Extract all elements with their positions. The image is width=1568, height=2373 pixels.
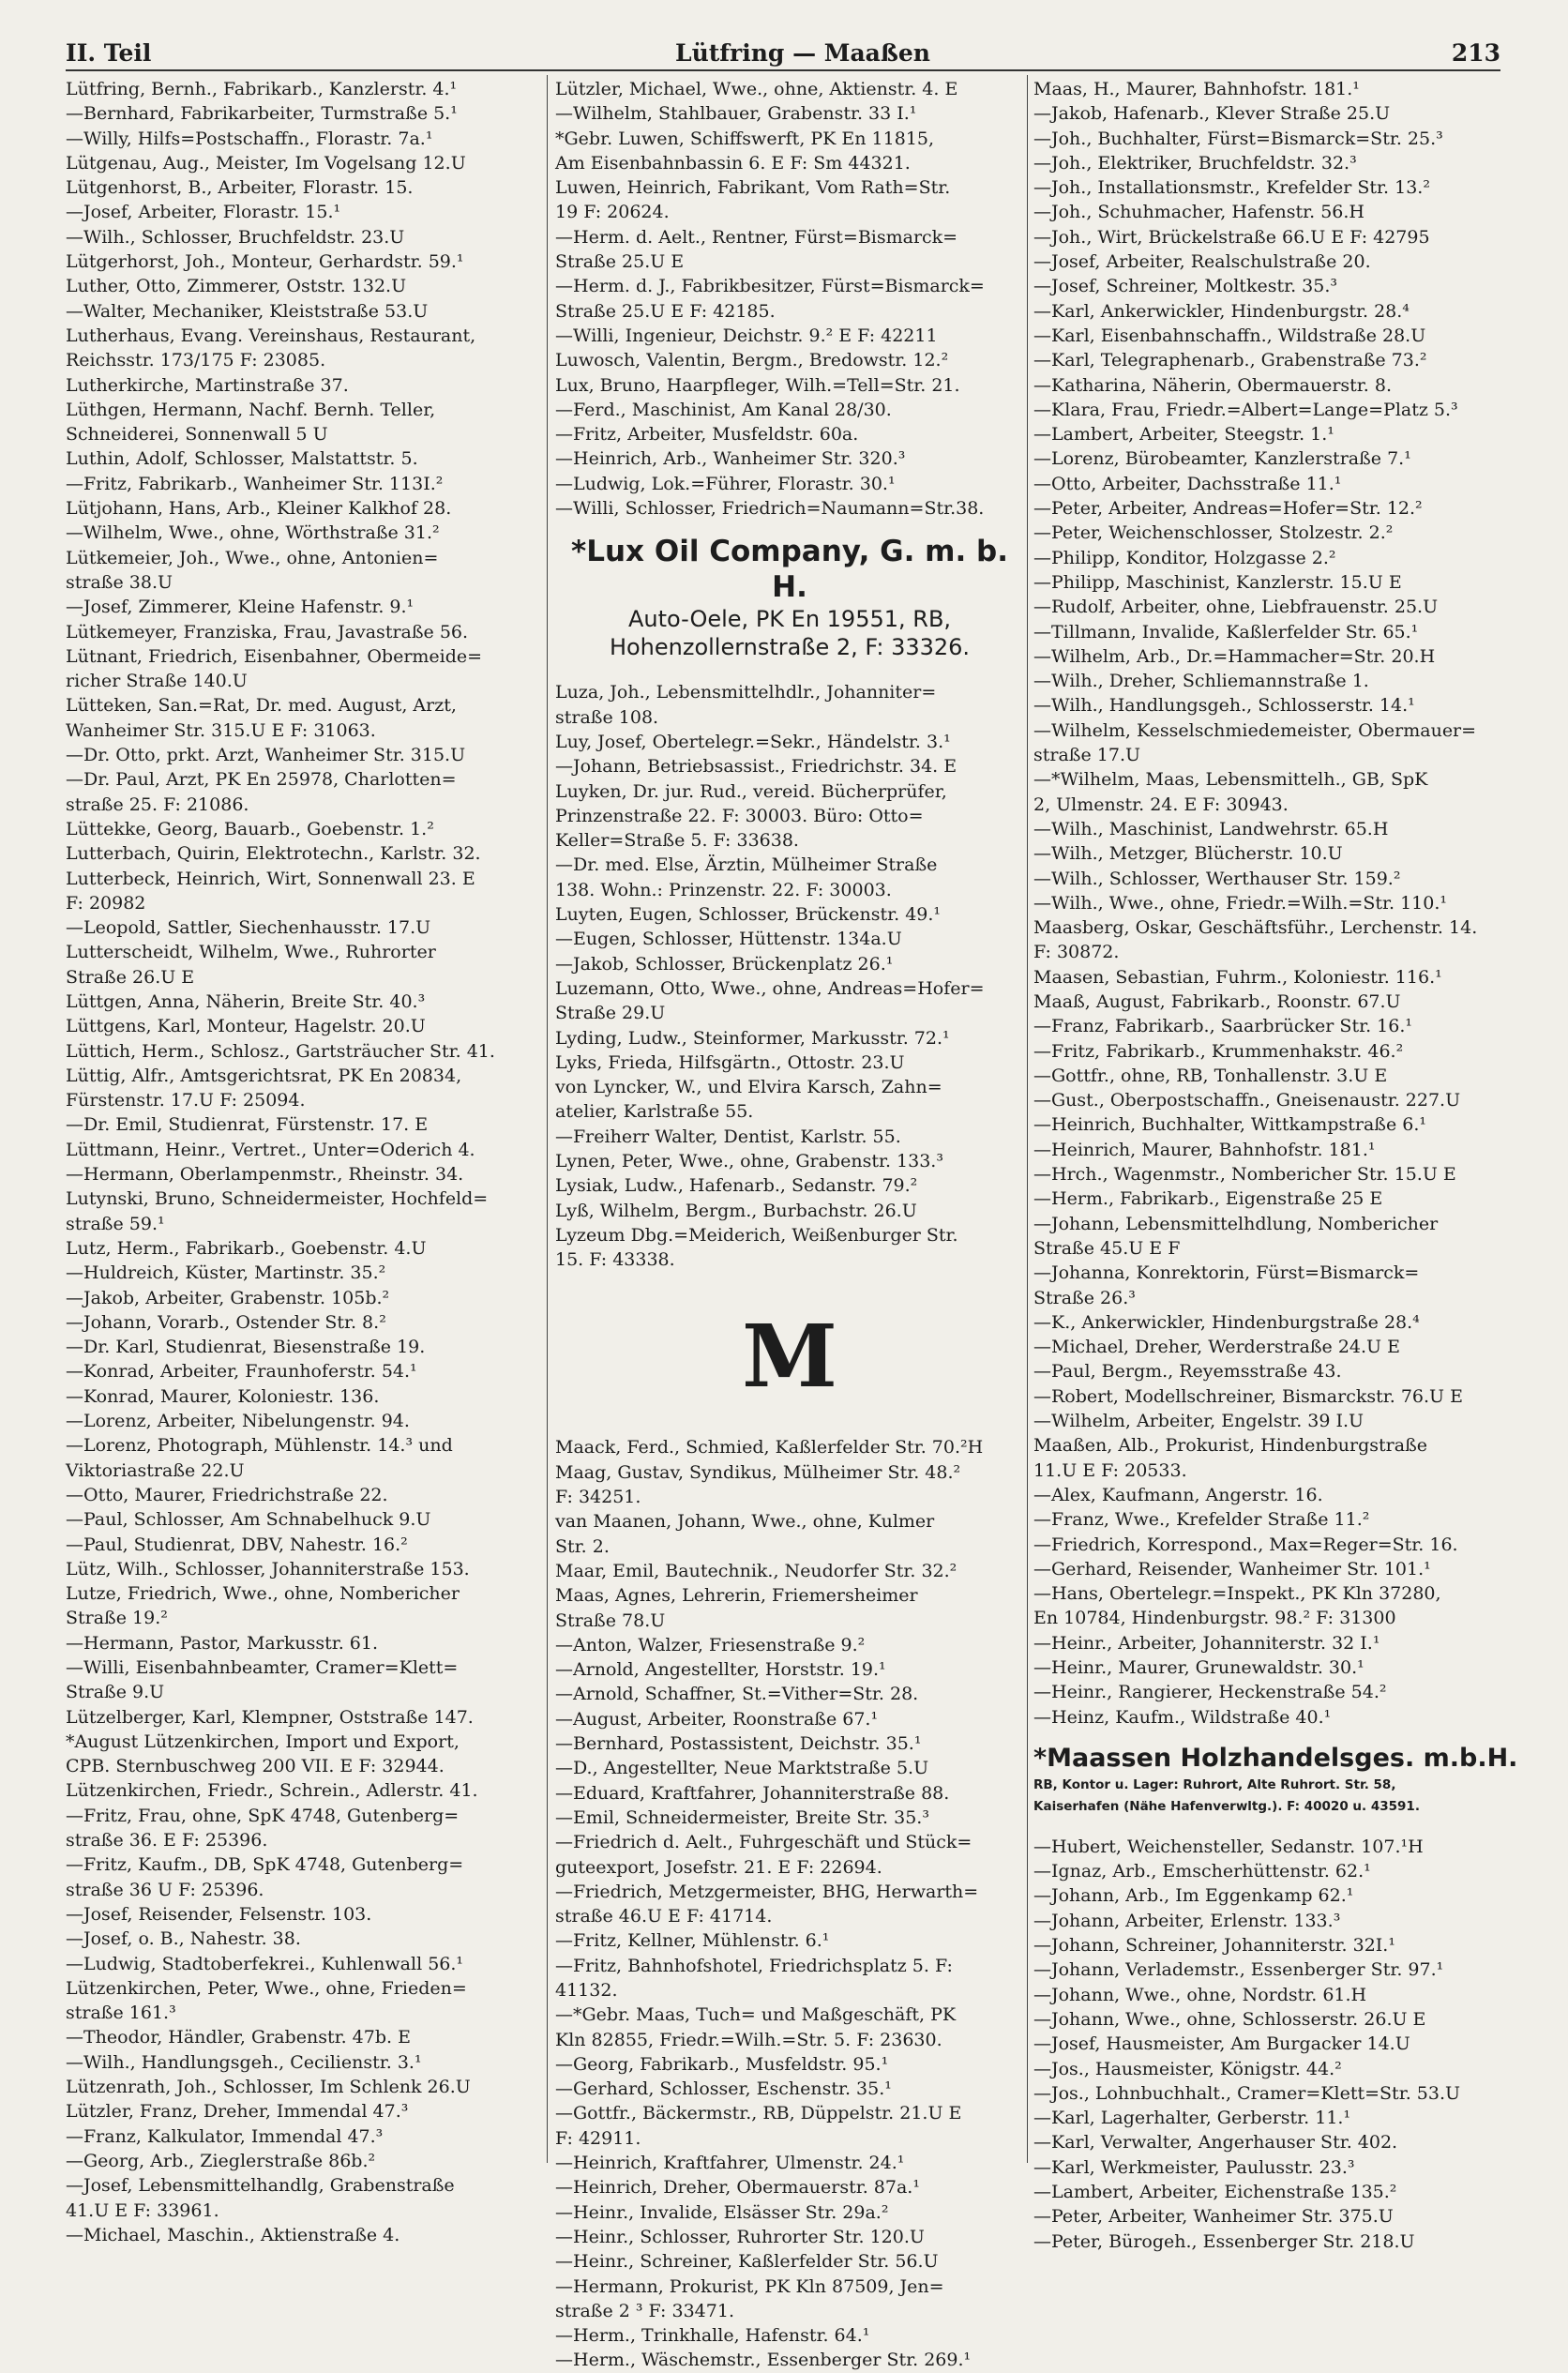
column-rule — [1027, 75, 1028, 2163]
directory-entry-line: Lyzeum Dbg.=Meiderich, Weißenburger Str. — [555, 1224, 958, 1246]
directory-entry-line: —Rudolf, Arbeiter, ohne, Liebfrauenstr. 25.U — [1033, 597, 1439, 618]
directory-entry-line: —Friedrich, Metzgermeister, BHG, Herwarth= — [555, 1881, 979, 1902]
directory-entry-line: Lützenkirchen, Friedr., Schrein., Adlerstr. 41. — [66, 1780, 478, 1802]
directory-entry-line: Lütgenhorst, B., Arbeiter, Florastr. 15. — [66, 177, 414, 199]
directory-entry-line: —Josef, o. B., Nahestr. 38. — [66, 1928, 301, 1950]
directory-entry-line: F: 20982 — [66, 892, 146, 914]
directory-entry-line: —Lambert, Arbeiter, Steegstr. 1.¹ — [1033, 424, 1334, 446]
directory-entry-line: Lutynski, Bruno, Schneidermeister, Hochfeld= — [66, 1188, 489, 1210]
column-3 — [1033, 77, 1518, 2254]
directory-entry-line: Lyks, Frieda, Hilfsgärtn., Ottostr. 23.U — [555, 1051, 905, 1073]
directory-entry-line: —Heinr., Maurer, Grunewaldstr. 30.¹ — [1033, 1657, 1364, 1678]
directory-entry-line: Maasen, Sebastian, Fuhrm., Koloniestr. 116.¹ — [1033, 966, 1442, 988]
directory-entry-line: —Gottfr., Bäckermstr., RB, Düppelstr. 21.U E — [555, 2103, 962, 2124]
advert-line: Kaiserhafen (Nähe Hafenverwltg.). F: 40020 u. 43591. — [1033, 1798, 1420, 1814]
directory-entry-line: —Heinr., Arbeiter, Johanniterstr. 32 I.¹ — [1033, 1632, 1380, 1654]
directory-entry-line: 138. Wohn.: Prinzenstr. 22. F: 30003. — [555, 879, 892, 900]
directory-entry-line: —Freiherr Walter, Dentist, Karlstr. 55. — [555, 1126, 901, 1147]
directory-entry-line: —Franz, Kalkulator, Immendal 47.³ — [66, 2125, 384, 2147]
directory-entry-line: Lütgerhorst, Joh., Monteur, Gerhardstr. 59.¹ — [66, 251, 464, 273]
directory-entry-line: straße 25. F: 21086. — [66, 794, 249, 815]
directory-entry-line: Maasberg, Oskar, Geschäftsführ., Lerchenstr. 14. — [1033, 917, 1478, 939]
directory-entry-line: —Friedrich, Korrespond., Max=Reger=Str. 16. — [1033, 1534, 1458, 1555]
directory-entry-line: Wanheimer Str. 315.U E F: 31063. — [66, 719, 376, 741]
directory-entry-line: Lutherhaus, Evang. Vereinshaus, Restaurant, — [66, 325, 476, 346]
section-initial-letter: M — [742, 1306, 837, 1408]
directory-entry-line: Lützler, Michael, Wwe., ohne, Aktienstr. 4. E — [555, 79, 958, 99]
directory-entry-line: Luwen, Heinrich, Fabrikant, Vom Rath=Str. — [555, 177, 951, 199]
directory-entry-line: straße 161.³ — [66, 2003, 176, 2024]
directory-entry-line: 11.U E F: 20533. — [1033, 1459, 1187, 1481]
page-number: 213 — [1451, 39, 1500, 67]
directory-entry-line: —Wilh., Schlosser, Werthauser Str. 159.² — [1033, 868, 1401, 889]
directory-entry-line: En 10784, Hindenburgstr. 98.² F: 31300 — [1033, 1608, 1396, 1629]
directory-entry-line: Straße 25.U E F: 42185. — [555, 300, 776, 322]
directory-entry-line: F: 34251. — [555, 1487, 641, 1508]
directory-entry-line: —Eduard, Kraftfahrer, Johanniterstraße 88. — [555, 1782, 950, 1804]
directory-entry-line: Lütfring, Bernh., Fabrikarb., Kanzlerstr. 4.¹ — [66, 79, 458, 99]
directory-entry-line: —Wilh., Handlungsgeh., Cecilienstr. 3.¹ — [66, 2051, 422, 2073]
directory-entry-line: Maaßen, Alb., Prokurist, Hindenburgstraße — [1033, 1435, 1428, 1457]
directory-entry-line: —Fritz, Bahnhofshotel, Friedrichsplatz 5. F: — [555, 1955, 953, 1976]
directory-entry-line: —Josef, Hausmeister, Am Burgacker 14.U — [1033, 2033, 1410, 2055]
directory-entry-line: —Johann, Verlademstr., Essenberger Str. 97.¹ — [1033, 1959, 1444, 1981]
directory-entry-line: —Ludwig, Stadtoberfekrei., Kuhlenwall 56.¹ — [66, 1953, 464, 1974]
directory-entry-line: —Johann, Lebensmittelhdlung, Nombericher — [1033, 1213, 1439, 1234]
directory-entry-line: —*Wilhelm, Maas, Lebensmittelh., GB, SpK — [1033, 769, 1428, 791]
directory-entry-line: Straße 78.U — [555, 1610, 666, 1631]
directory-entry-line: —Wilh., Handlungsgeh., Schlosserstr. 14.¹ — [1033, 695, 1415, 717]
directory-entry-line: Luyken, Dr. jur. Rud., vereid. Bücherprüfer, — [555, 780, 947, 802]
directory-entry-line: Lütnant, Friedrich, Eisenbahner, Obermeide= — [66, 645, 483, 667]
directory-entry-line: Lutze, Friedrich, Wwe., ohne, Nombericher — [66, 1583, 460, 1605]
directory-entry-line: —Arnold, Angestellter, Horststr. 19.¹ — [555, 1659, 886, 1681]
directory-entry-line: —Joh., Schuhmacher, Hafenstr. 56.H — [1033, 202, 1364, 223]
directory-entry-line: Lüttich, Herm., Schlosz., Gartsträucher Str. 41. — [66, 1040, 495, 1062]
directory-entry-line: —Huldreich, Küster, Martinstr. 35.² — [66, 1262, 386, 1284]
directory-entry-line: —Hrch., Wagenmstr., Nombericher Str. 15.U E — [1033, 1164, 1456, 1186]
directory-entry-line: —Robert, Modellschreiner, Bismarckstr. 76.U E — [1033, 1385, 1463, 1407]
directory-entry-line: 2, Ulmenstr. 24. E F: 30943. — [1033, 794, 1289, 815]
directory-entry-line: Luthin, Adolf, Schlosser, Malstattstr. 5. — [66, 448, 418, 470]
directory-entry-line: Lüttmann, Heinr., Vertret., Unter=Oderich 4. — [66, 1139, 475, 1160]
directory-entry-line: Lützenkirchen, Peter, Wwe., ohne, Frieden= — [66, 1977, 467, 1999]
directory-entry-line: —Herm., Trinkhalle, Hafenstr. 64.¹ — [555, 2325, 870, 2347]
directory-entry-line: —Joh., Elektriker, Bruchfeldstr. 32.³ — [1033, 152, 1357, 174]
directory-entry-line: —Joh., Installationsmstr., Krefelder Str. 13.² — [1033, 177, 1430, 199]
directory-entry-line: Luwosch, Valentin, Bergm., Bredowstr. 12.² — [555, 350, 949, 371]
directory-entry-line: —Otto, Arbeiter, Dachsstraße 11.¹ — [1033, 473, 1342, 494]
directory-entry-line: —Georg, Fabrikarb., Musfeldstr. 95.¹ — [555, 2053, 889, 2075]
directory-entry-line: Lüttgen, Anna, Näherin, Breite Str. 40.³ — [66, 990, 426, 1012]
directory-entry-line: Kln 82855, Friedr.=Wilh.=Str. 5. F: 23630. — [555, 2029, 942, 2050]
directory-entry-line: richer Straße 140.U — [66, 671, 248, 692]
column-rule — [547, 75, 548, 2163]
directory-entry-line: —Wilh., Schlosser, Bruchfeldstr. 23.U — [66, 226, 405, 248]
directory-entry-line: Viktoriastraße 22.U — [66, 1459, 245, 1481]
directory-entry-line: —Franz, Fabrikarb., Saarbrücker Str. 16.¹ — [1033, 1016, 1412, 1037]
directory-entry-line: Luy, Josef, Obertelegr.=Sekr., Händelstr. 3.¹ — [555, 731, 951, 752]
directory-entry-line: —Michael, Maschin., Aktienstraße 4. — [66, 2224, 400, 2245]
directory-entry-line: —Jakob, Schlosser, Brückenplatz 26.¹ — [555, 953, 894, 975]
directory-entry-line: —Wilh., Dreher, Schliemannstraße 1. — [1033, 671, 1369, 692]
directory-entry-line: —Ferd., Maschinist, Am Kanal 28/30. — [555, 399, 892, 420]
directory-entry-line: Straße 9.U — [66, 1682, 165, 1703]
directory-entry-line: —Fritz, Arbeiter, Musfeldstr. 60a. — [555, 424, 859, 446]
directory-entry-line: guteexport, Josefstr. 21. E F: 22694. — [555, 1856, 882, 1878]
directory-entry-line: —Peter, Arbeiter, Andreas=Hofer=Str. 12.² — [1033, 498, 1423, 520]
directory-entry-line: Lützelberger, Karl, Klempner, Oststraße 147. — [66, 1706, 474, 1728]
directory-entry-line: —Walter, Mechaniker, Kleiststraße 53.U — [66, 300, 429, 322]
column-1 — [66, 77, 539, 2247]
directory-entry-line: —Gust., Oberpostschaffn., Gneisenaustr. 227.U — [1033, 1090, 1461, 1111]
advert-line: Auto-Oele, PK En 19551, RB, — [627, 606, 952, 633]
directory-entry-line: *Gebr. Luwen, Schiffswerft, PK En 11815, — [555, 128, 935, 149]
directory-entry-line: —Fritz, Kellner, Mühlenstr. 6.¹ — [555, 1930, 830, 1952]
directory-entry-line: Maack, Ferd., Schmied, Kaßlerfelder Str. 70.²H — [555, 1437, 984, 1459]
directory-entry-line: —Peter, Arbeiter, Wanheimer Str. 375.U — [1033, 2206, 1394, 2228]
directory-entry-line: Fürstenstr. 17.U F: 25094. — [66, 1090, 306, 1111]
directory-entry-line: Straße 19.² — [66, 1608, 168, 1629]
directory-entry-line: straße 59.¹ — [66, 1213, 165, 1234]
directory-entry-line: —Konrad, Arbeiter, Fraunhoferstr. 54.¹ — [66, 1361, 417, 1383]
directory-entry-line: —Heinrich, Dreher, Obermauerstr. 87a.¹ — [555, 2177, 920, 2199]
directory-entry-line: —Johann, Schreiner, Johanniterstr. 32I.¹ — [1033, 1935, 1395, 1957]
directory-entry-line: Lyding, Ludw., Steinformer, Markusstr. 72.¹ — [555, 1027, 950, 1049]
directory-entry-line: —Katharina, Näherin, Obermauerstr. 8. — [1033, 374, 1392, 396]
directory-entry-line: —Wilh., Metzger, Blücherstr. 10.U — [1033, 843, 1343, 865]
directory-entry-line: —Josef, Reisender, Felsenstr. 103. — [66, 1903, 372, 1925]
directory-entry-line: —Wilhelm, Kesselschmiedemeister, Obermauer= — [1033, 719, 1477, 741]
directory-entry-line: —Jakob, Hafenarb., Klever Straße 25.U — [1033, 103, 1391, 125]
directory-entry-line: —Wilh., Maschinist, Landwehrstr. 65.H — [1033, 818, 1389, 839]
directory-entry-line: —Lorenz, Photograph, Mühlenstr. 14.³ und — [66, 1435, 453, 1457]
advert-title: *Maassen Holzhandelsges. m.b.H. — [1033, 1743, 1518, 1773]
directory-entry-line: Lyß, Wilhelm, Bergm., Burbachstr. 26.U — [555, 1200, 917, 1221]
directory-entry-line: CPB. Sternbuschweg 200 VII. E F: 32944. — [66, 1756, 445, 1777]
directory-entry-line: straße 38.U — [66, 571, 173, 593]
directory-entry-line: —Heinz, Kaufm., Wildstraße 40.¹ — [1033, 1706, 1332, 1728]
lux-oil-advert — [555, 534, 1024, 661]
directory-entry-line: 41132. — [555, 1980, 618, 2001]
directory-entry-line: Lutterscheidt, Wilhelm, Wwe., Ruhrorter — [66, 942, 436, 963]
advert-title: *Lux Oil Company, G. m. b. H. — [571, 535, 1008, 605]
directory-entry-line: —Hermann, Pastor, Markusstr. 61. — [66, 1632, 378, 1654]
directory-entry-line: —Gerhard, Reisender, Wanheimer Str. 101.¹ — [1033, 1558, 1431, 1579]
directory-entry-line: —Friedrich d. Aelt., Fuhrgeschäft und Stück= — [555, 1832, 972, 1853]
directory-entry-line: —Lorenz, Bürobeamter, Kanzlerstraße 7.¹ — [1033, 448, 1411, 470]
directory-entry-line: —Hermann, Prokurist, PK Kln 87509, Jen= — [555, 2275, 944, 2297]
directory-entry-line: straße 36. E F: 25396. — [66, 1830, 268, 1852]
directory-entry-line: Straße 45.U E F — [1033, 1237, 1181, 1259]
directory-entry-line: Lütteken, San.=Rat, Dr. med. August, Arzt, — [66, 695, 457, 717]
directory-entry-line: —D., Angestellter, Neue Marktstraße 5.U — [555, 1758, 929, 1779]
directory-entry-line: —Wilhelm, Arb., Dr.=Hammacher=Str. 20.H — [1033, 645, 1436, 667]
directory-entry-line: F: 42911. — [555, 2127, 641, 2149]
directory-entry-line: —Herm. d. J., Fabrikbesitzer, Fürst=Bismarck= — [555, 276, 985, 297]
directory-entry-line: —Herm., Wäschemstr., Essenberger Str. 269.¹ — [555, 2350, 972, 2371]
directory-entry-line: —Karl, Ankerwickler, Hindenburgstr. 28.⁴ — [1033, 300, 1410, 322]
directory-entry-line: —Klara, Frau, Friedr.=Albert=Lange=Platz 5.³ — [1033, 399, 1458, 420]
directory-entry-line: straße 46.U E F: 41714. — [555, 1906, 773, 1927]
directory-entry-line: Straße 25.U E — [555, 251, 685, 273]
directory-entry-line: Lutherkirche, Martinstraße 37. — [66, 374, 349, 396]
directory-entry-line: —Johann, Wwe., ohne, Schlosserstr. 26.U E — [1033, 2008, 1426, 2030]
advert-line: Hohenzollernstraße 2, F: 33326. — [609, 634, 971, 661]
directory-entry-line: Lutz, Herm., Fabrikarb., Goebenstr. 4.U — [66, 1237, 427, 1259]
directory-entry-line: —Peter, Bürogeh., Essenberger Str. 218.U — [1033, 2230, 1415, 2252]
directory-entry-line: —Gottfr., ohne, RB, Tonhallenstr. 3.U E — [1033, 1065, 1388, 1086]
directory-entry-line: —Wilh., Wwe., ohne, Friedr.=Wilh.=Str. 110.¹ — [1033, 892, 1447, 914]
directory-entry-line: —Ignaz, Arb., Emscherhüttenstr. 62.¹ — [1033, 1861, 1371, 1882]
directory-entry-line: straße 2 ³ F: 33471. — [555, 2300, 734, 2321]
directory-entry-line: —Michael, Dreher, Werderstraße 24.U E — [1033, 1337, 1400, 1358]
directory-entry-line: Maag, Gustav, Syndikus, Mülheimer Str. 48.² — [555, 1461, 961, 1483]
directory-entry-line: —Johanna, Konrektorin, Fürst=Bismarck= — [1033, 1262, 1420, 1284]
directory-entry-line: Prinzenstraße 22. F: 30003. Büro: Otto= — [555, 805, 924, 826]
directory-entry-line: Luzemann, Otto, Wwe., ohne, Andreas=Hofer= — [555, 977, 985, 999]
directory-entry-line: —Karl, Werkmeister, Paulusstr. 23.³ — [1033, 2156, 1355, 2178]
directory-entry-line: —Peter, Weichenschlosser, Stolzestr. 2.² — [1033, 522, 1394, 544]
directory-entry-line: —Paul, Schlosser, Am Schnabelhuck 9.U — [66, 1509, 431, 1531]
column-2 — [555, 77, 1024, 2373]
directory-entry-line: Lütkemeyer, Franziska, Frau, Javastraße 56. — [66, 621, 469, 642]
directory-entry-line: Luyten, Eugen, Schlosser, Brückenstr. 49.¹ — [555, 904, 942, 926]
directory-entry-line: Am Eisenbahnbassin 6. E F: Sm 44321. — [555, 152, 911, 174]
directory-entry-line: —Lambert, Arbeiter, Eichenstraße 135.² — [1033, 2182, 1397, 2203]
directory-entry-line: Lynen, Peter, Wwe., ohne, Grabenstr. 133.³ — [555, 1150, 943, 1171]
directory-entry-line: —Heinr., Invalide, Elsässer Str. 29a.² — [555, 2201, 889, 2223]
directory-entry-line: Lux, Bruno, Haarpfleger, Wilh.=Tell=Str. 21. — [555, 374, 960, 396]
directory-entry-line: —Alex, Kaufmann, Angerstr. 16. — [1033, 1484, 1323, 1505]
directory-entry-line: Lutterbeck, Heinrich, Wirt, Sonnenwall 23. E — [66, 868, 475, 889]
directory-entry-line: 15. F: 43338. — [555, 1249, 675, 1271]
name-range: Lütfring — Maaßen — [675, 39, 930, 67]
directory-entry-line: —Bernhard, Postassistent, Deichstr. 35.¹ — [555, 1733, 922, 1755]
directory-entry-line: —Theodor, Händler, Grabenstr. 47b. E — [66, 2027, 411, 2048]
directory-entry-line: Lützler, Franz, Dreher, Immendal 47.³ — [66, 2101, 409, 2123]
directory-entry-line: —Philipp, Konditor, Holzgasse 2.² — [1033, 547, 1336, 568]
directory-entry-line: —Johann, Wwe., ohne, Nordstr. 61.H — [1033, 1984, 1367, 2005]
directory-entry-line: —Wilhelm, Stahlbauer, Grabenstr. 33 I.¹ — [555, 103, 917, 125]
directory-entry-line: van Maanen, Johann, Wwe., ohne, Kulmer — [555, 1511, 935, 1533]
directory-entry-line: —Dr. Paul, Arzt, PK En 25978, Charlotten= — [66, 769, 457, 791]
directory-entry-line: Straße 29.U — [555, 1003, 666, 1024]
directory-entry-line: —Wilhelm, Wwe., ohne, Wörthstraße 31.² — [66, 522, 440, 544]
directory-entry-line: —Leopold, Sattler, Siechenhausstr. 17.U — [66, 917, 431, 939]
directory-entry-line: —Willi, Ingenieur, Deichstr. 9.² E F: 42211 — [555, 325, 938, 346]
directory-entry-line: —Otto, Maurer, Friedrichstraße 22. — [66, 1484, 388, 1505]
directory-entry-line: *August Lützenkirchen, Import und Export, — [66, 1731, 460, 1752]
directory-entry-line: —Herm. d. Aelt., Rentner, Fürst=Bismarck= — [555, 226, 958, 248]
directory-entry-line: Lüttekke, Georg, Bauarb., Goebenstr. 1.² — [66, 818, 434, 839]
directory-entry-line: —Franz, Wwe., Krefelder Straße 11.² — [1033, 1509, 1370, 1531]
directory-entry-line: —Wilhelm, Arbeiter, Engelstr. 39 I.U — [1033, 1411, 1364, 1432]
directory-entry-line: —Heinr., Schlosser, Ruhrorter Str. 120.U — [555, 2226, 925, 2247]
directory-entry-line: —Heinrich, Kraftfahrer, Ulmenstr. 24.¹ — [555, 2153, 905, 2174]
directory-entry-line: —August, Arbeiter, Roonstraße 67.¹ — [555, 1708, 879, 1730]
directory-entry-line: —Dr. Otto, prkt. Arzt, Wanheimer Str. 315.U — [66, 745, 466, 766]
directory-entry-line: —Fritz, Kaufm., DB, SpK 4748, Gutenberg= — [66, 1854, 464, 1876]
directory-entry-line: Lütjohann, Hans, Arb., Kleiner Kalkhof 28. — [66, 498, 452, 520]
directory-entry-line: atelier, Karlstraße 55. — [555, 1101, 754, 1123]
directory-entry-line: —Joh., Buchhalter, Fürst=Bismarck=Str. 25.³ — [1033, 128, 1443, 149]
directory-entry-line: Schneiderei, Sonnenwall 5 U — [66, 424, 328, 446]
directory-entry-line: Reichsstr. 173/175 F: 23085. — [66, 350, 326, 371]
directory-entry-line: —Willy, Hilfs=Postschaffn., Florastr. 7a.¹ — [66, 128, 433, 149]
directory-entry-line: —Johann, Arbeiter, Erlenstr. 133.³ — [1033, 1910, 1341, 1931]
directory-entry-line: F: 30872. — [1033, 942, 1120, 963]
directory-entry-line: Maar, Emil, Bautechnik., Neudorfer Str. 32.² — [555, 1560, 957, 1581]
directory-entry-line: —Jos., Lohnbuchhalt., Cramer=Klett=Str. 53.U — [1033, 2082, 1460, 2104]
directory-entry-line: —K., Ankerwickler, Hindenburgstraße 28.⁴ — [1033, 1311, 1420, 1333]
directory-entry-line: —Fritz, Fabrikarb., Krummenhakstr. 46.² — [1033, 1040, 1404, 1062]
directory-entry-line: —Eugen, Schlosser, Hüttenstr. 134a.U — [555, 929, 902, 950]
directory-entry-line: —Lorenz, Arbeiter, Nibelungenstr. 94. — [66, 1411, 410, 1432]
directory-entry-line: Luther, Otto, Zimmerer, Oststr. 132.U — [66, 276, 407, 297]
directory-entry-line: Lüttig, Alfr., Amtsgerichtsrat, PK En 20834, — [66, 1065, 462, 1086]
directory-entry-line: Str. 2. — [555, 1535, 610, 1557]
directory-entry-line: Maas, Agnes, Lehrerin, Friemersheimer — [555, 1585, 918, 1607]
directory-entry-line: —Dr. Emil, Studienrat, Fürstenstr. 17. E — [66, 1114, 429, 1136]
directory-entry-line: —Heinr., Rangierer, Heckenstraße 54.² — [1033, 1682, 1387, 1703]
directory-entry-line: —Paul, Studienrat, DBV, Nahestr. 16.² — [66, 1534, 408, 1555]
directory-entry-line: —Johann, Betriebsassist., Friedrichstr. 34. E — [555, 756, 957, 778]
directory-entry-line: Maas, H., Maurer, Bahnhofstr. 181.¹ — [1033, 79, 1360, 99]
directory-entry-line: straße 17.U — [1033, 745, 1140, 766]
directory-entry-line: Lützenrath, Joh., Schlosser, Im Schlenk 26.U — [66, 2077, 471, 2098]
directory-entry-line: —Anton, Walzer, Friesenstraße 9.² — [555, 1634, 866, 1655]
directory-entry-line: —Paul, Bergm., Reyemsstraße 43. — [1033, 1361, 1342, 1383]
directory-entry-line: —Willi, Eisenbahnbeamter, Cramer=Klett= — [66, 1657, 459, 1678]
directory-entry-line: —Josef, Lebensmittelhandlg, Grabenstraße — [66, 2175, 455, 2197]
directory-entry-line: Luza, Joh., Lebensmittelhdlr., Johanniter= — [555, 682, 937, 703]
advert-line: RB, Kontor u. Lager: Ruhrort, Alte Ruhrort. Str. 58, — [1033, 1776, 1396, 1792]
directory-entry-line: —Dr. med. Else, Ärztin, Mülheimer Straße — [555, 854, 938, 876]
directory-entry-line: —Johann, Arb., Im Eggenkamp 62.¹ — [1033, 1885, 1354, 1907]
directory-entry-line: —Joh., Wirt, Brückelstraße 66.U E F: 42795 — [1033, 226, 1430, 248]
directory-entry-line: Lutterbach, Quirin, Elektrotechn., Karlstr. 32. — [66, 843, 481, 865]
directory-entry-line: 19 F: 20624. — [555, 202, 670, 223]
directory-entry-line: Maaß, August, Fabrikarb., Roonstr. 67.U — [1033, 990, 1401, 1012]
directory-entry-line: Straße 26.³ — [1033, 1287, 1136, 1308]
directory-entry-line: —Karl, Eisenbahnschaffn., Wildstraße 28.U — [1033, 325, 1426, 346]
directory-entry-line: Lütgenau, Aug., Meister, Im Vogelsang 12.U — [66, 152, 466, 174]
maassen-advert — [1033, 1743, 1518, 1818]
directory-entry-line: —Dr. Karl, Studienrat, Biesenstraße 19. — [66, 1337, 426, 1358]
directory-entry-line: —Arnold, Schaffner, St.=Vither=Str. 28. — [555, 1684, 919, 1705]
directory-entry-line: —Emil, Schneidermeister, Breite Str. 35.³ — [555, 1806, 929, 1828]
directory-entry-line: von Lyncker, W., und Elvira Karsch, Zahn= — [555, 1077, 942, 1098]
directory-entry-line: —Fritz, Frau, ohne, SpK 4748, Gutenberg= — [66, 1805, 460, 1826]
directory-entry-line: —Tillmann, Invalide, Kaßlerfelder Str. 65.¹ — [1033, 621, 1419, 642]
directory-entry-line: —Fritz, Fabrikarb., Wanheimer Str. 113I.² — [66, 473, 444, 494]
directory-entry-line: —Konrad, Maurer, Koloniestr. 136. — [66, 1385, 380, 1407]
directory-entry-line: —Ludwig, Lok.=Führer, Florastr. 30.¹ — [555, 473, 896, 494]
directory-entry-line: —Hans, Obertelegr.=Inspekt., PK Kln 37280, — [1033, 1583, 1441, 1605]
directory-entry-line: —Jos., Hausmeister, Königstr. 44.² — [1033, 2058, 1342, 2079]
directory-entry-line: Lüttgens, Karl, Monteur, Hagelstr. 20.U — [66, 1016, 426, 1037]
directory-entry-line: —Heinrich, Arb., Wanheimer Str. 320.³ — [555, 448, 906, 470]
directory-entry-line: 41.U E F: 33961. — [66, 2199, 219, 2221]
directory-entry-line: straße 108. — [555, 706, 659, 728]
directory-entry-line: —Josef, Arbeiter, Florastr. 15.¹ — [66, 202, 341, 223]
directory-entry-line: —Heinrich, Maurer, Bahnhofstr. 181.¹ — [1033, 1139, 1376, 1160]
directory-entry-line: Lysiak, Ludw., Hafenarb., Sedanstr. 79.² — [555, 1175, 918, 1197]
directory-entry-line: —Hubert, Weichensteller, Sedanstr. 107.¹H — [1033, 1836, 1424, 1857]
directory-entry-line: —*Gebr. Maas, Tuch= und Maßgeschäft, PK — [555, 2004, 957, 2026]
directory-entry-line: —Karl, Verwalter, Angerhauser Str. 402. — [1033, 2132, 1398, 2154]
directory-entry-line: —Hermann, Oberlampenmstr., Rheinstr. 34. — [66, 1164, 464, 1186]
part-label: II. Teil — [66, 39, 152, 67]
directory-entry-line: —Willi, Schlosser, Friedrich=Naumann=Str.38. — [555, 498, 985, 520]
directory-entry-line: —Karl, Telegraphenarb., Grabenstraße 73.² — [1033, 350, 1427, 371]
directory-entry-line: Lüthgen, Hermann, Nachf. Bernh. Teller, — [66, 399, 436, 420]
directory-entry-line: —Johann, Vorarb., Ostender Str. 8.² — [66, 1311, 386, 1333]
directory-entry-line: —Heinr., Schreiner, Kaßlerfelder Str. 56.U — [555, 2251, 939, 2273]
directory-entry-line: —Jakob, Arbeiter, Grabenstr. 105b.² — [66, 1287, 390, 1308]
running-header — [66, 38, 1500, 71]
directory-entry-line: —Josef, Arbeiter, Realschulstraße 20. — [1033, 251, 1371, 273]
directory-entry-line: —Karl, Lagerhalter, Gerberstr. 11.¹ — [1033, 2108, 1351, 2129]
directory-entry-line: Straße 26.U E — [66, 966, 195, 988]
directory-entry-line: Keller=Straße 5. F: 33638. — [555, 830, 799, 852]
directory-entry-line: —Josef, Schreiner, Moltkestr. 35.³ — [1033, 276, 1337, 297]
directory-entry-line: Lütkemeier, Joh., Wwe., ohne, Antonien= — [66, 547, 439, 568]
directory-entry-line: —Josef, Zimmerer, Kleine Hafenstr. 9.¹ — [66, 597, 415, 618]
directory-entry-line: —Georg, Arb., Zieglerstraße 86b.² — [66, 2150, 376, 2171]
directory-entry-line: Lütz, Wilh., Schlosser, Johanniterstraße 153. — [66, 1558, 470, 1579]
directory-entry-line: —Gerhard, Schlosser, Eschenstr. 35.¹ — [555, 2078, 892, 2100]
directory-entry-line: straße 36 U F: 25396. — [66, 1879, 264, 1900]
directory-entry-line: —Herm., Fabrikarb., Eigenstraße 25 E — [1033, 1188, 1383, 1210]
directory-entry-line: —Philipp, Maschinist, Kanzlerstr. 15.U E — [1033, 571, 1402, 593]
directory-entry-line: —Heinrich, Buchhalter, Wittkampstraße 6.¹ — [1033, 1114, 1426, 1136]
directory-entry-line: —Bernhard, Fabrikarbeiter, Turmstraße 5.¹ — [66, 103, 458, 125]
